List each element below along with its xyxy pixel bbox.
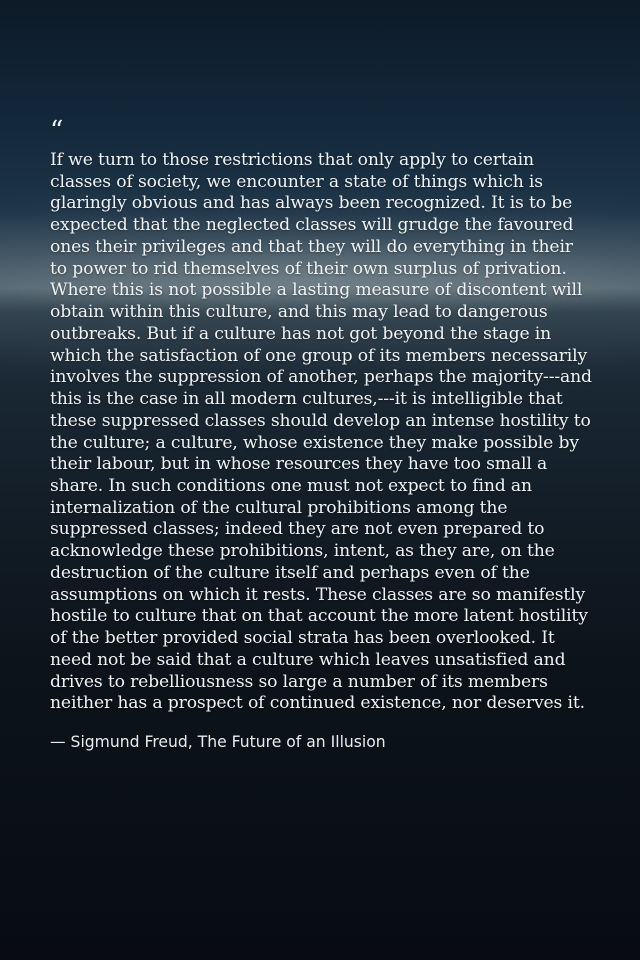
quote-text: If we turn to those restrictions that only apply to certain classes of society, we encounter a state of things which is glaringly obvious and has always been recognized. It is to be expected that the neglected classes will grudge the favoured ones their privileges and that they will do everything in their to power to rid themselves of their own surplus of privation. Where this is not possible a lasting measure of discontent will obtain within this culture, and this may lead to dangerous outbreaks. But if a culture has not got beyond the stage in which the satisfaction of one group of its members necessarily involves the suppression of another, perhaps the majority---and this is the case in all modern cultures,---it is intelligible that these suppressed classes should develop an intense hostility to the culture; a culture, whose existence they make possible by their labour, but in whose resources they have too small a share. In such conditions one must not expect to find an internalization of the cultural prohibitions among the suppressed classes; indeed they are not even prepared to acknowledge these prohibitions, intent, as they are, on the destruction of the culture itself and perhaps even of the assumptions on which it rests. These classes are so manifestly hostile to culture that on that account the more latent hostility of the better provided social strata has been overlooked. It need not be said that a culture which leaves unsatisfied and drives to rebelliousness so large a number of its members neither has a prospect of continued existence, nor deserves it. <box>50 150 592 714</box>
quote-attribution: — Sigmund Freud, The Future of an Illusion <box>50 733 386 752</box>
quote-mark-icon: “ <box>50 116 64 146</box>
quote-card <box>50 118 595 752</box>
